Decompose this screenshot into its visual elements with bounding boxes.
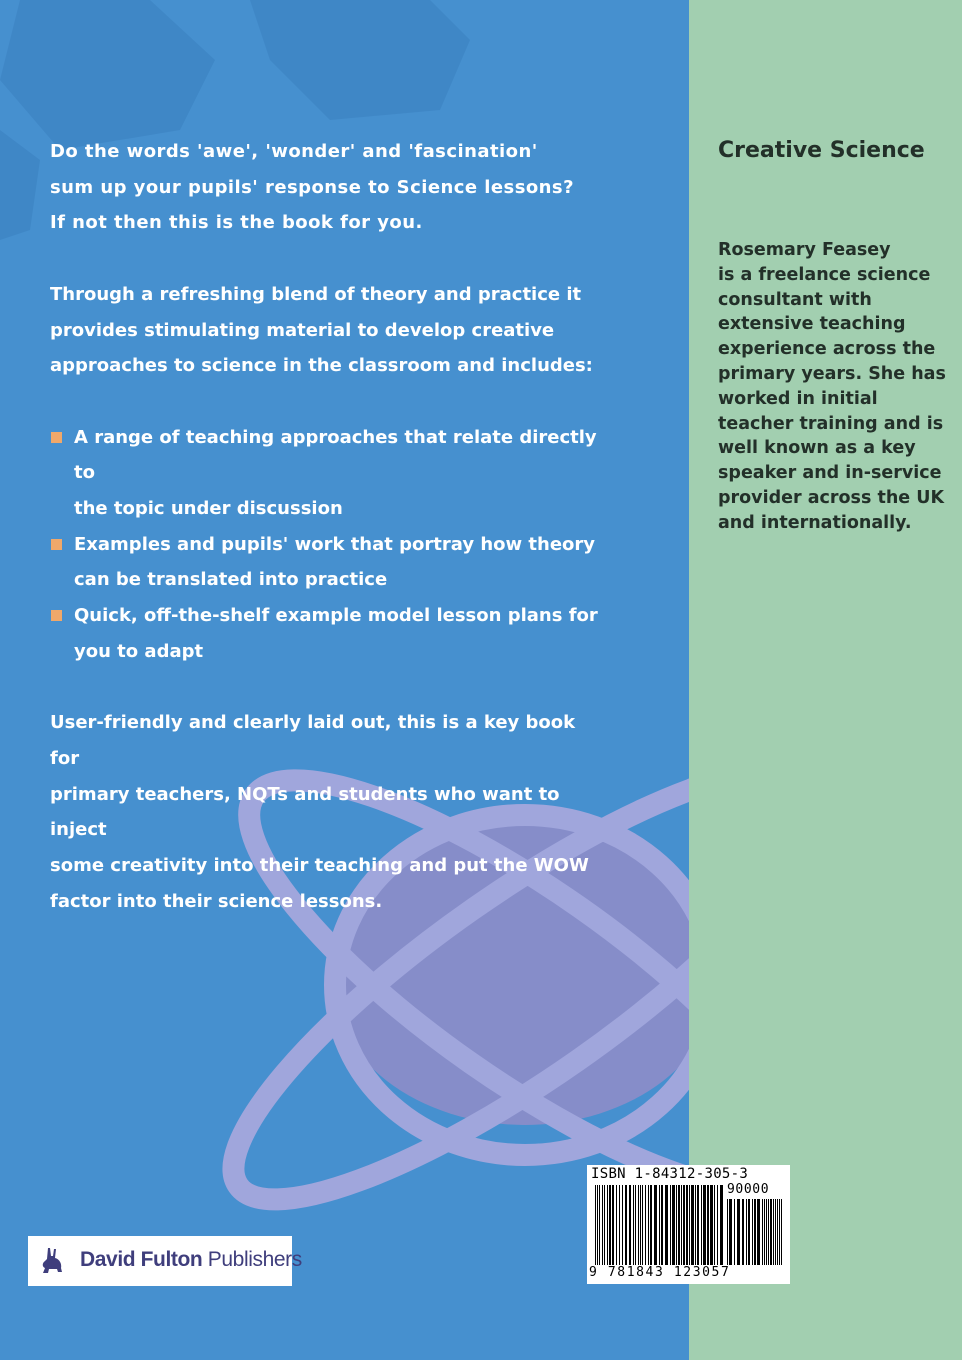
barcode-bar (707, 1185, 709, 1265)
barcode-bar (701, 1185, 702, 1265)
description-line: provides stimulating material to develop creative (50, 319, 555, 341)
barcode-bar (670, 1185, 671, 1265)
barcode-bar (734, 1199, 735, 1265)
barcode-bar (703, 1185, 706, 1265)
barcode-bar (748, 1199, 750, 1265)
author-bio (718, 238, 954, 536)
barcode-bar (717, 1185, 718, 1265)
barcode-bar (676, 1185, 677, 1265)
barcode-bar (659, 1185, 660, 1265)
barcode-bar (742, 1199, 744, 1265)
barcode-bar (757, 1199, 760, 1265)
closing-line: factor into their science lessons. (50, 890, 383, 912)
barcode-bar (689, 1185, 690, 1265)
feature-list (50, 420, 610, 670)
barcode-bar (665, 1185, 668, 1265)
barcode-bar (773, 1199, 774, 1265)
closing-line: some creativity into their teaching and put the WOW (50, 855, 589, 877)
barcode-bar (697, 1185, 699, 1265)
barcode-bar (597, 1185, 598, 1265)
barcode-bar (607, 1185, 608, 1265)
barcode-bar (714, 1185, 715, 1265)
barcode-bar (775, 1199, 776, 1265)
author-name: Rosemary Feasey (718, 240, 891, 260)
barcode-bar (604, 1185, 605, 1265)
book-title: Creative Science (718, 138, 925, 163)
barcode-bar (727, 1199, 728, 1265)
closing-line: primary teachers, NQTs and students who want to inject (50, 783, 560, 841)
green-panel (689, 0, 962, 1360)
barcode-bar (691, 1185, 694, 1265)
barcode-bar (612, 1185, 614, 1265)
barcode-bar (609, 1185, 611, 1265)
barcode-bar (770, 1199, 772, 1265)
barcode-bar (678, 1185, 680, 1265)
barcode (587, 1165, 790, 1284)
barcode-bar (762, 1199, 763, 1265)
barcode-bar (595, 1185, 596, 1265)
barcode-bar (686, 1185, 688, 1265)
barcode-bar (768, 1199, 769, 1265)
barcode-addon-bars (727, 1199, 783, 1265)
feature-item (50, 598, 610, 669)
feature-text: A range of teaching approaches that relate directly to (74, 426, 597, 484)
barcode-bar (781, 1199, 782, 1265)
feature-item (50, 420, 610, 527)
barcode-bar (754, 1199, 756, 1265)
barcode-bar (661, 1185, 663, 1265)
isbn-text: ISBN 1-84312-305-3 (591, 1166, 749, 1182)
barcode-bar (720, 1185, 723, 1265)
barcode-bar (779, 1199, 780, 1265)
square-bullet-icon (51, 610, 62, 621)
closing-line: User-friendly and clearly laid out, this is a key book for (50, 712, 576, 769)
publisher-logo (28, 1236, 302, 1286)
price-code: 90000 (727, 1182, 770, 1197)
barcode-bar (616, 1185, 617, 1265)
barcode-bar (648, 1185, 649, 1265)
barcode-bar (642, 1185, 643, 1265)
barcode-bar (633, 1185, 634, 1265)
barcode-bar (746, 1199, 747, 1265)
barcode-bar (729, 1199, 732, 1265)
feature-text: can be translated into practice (74, 569, 388, 591)
square-bullet-icon (51, 539, 62, 550)
barcode-bar (622, 1185, 623, 1265)
barcode-bar (645, 1185, 646, 1265)
description-line: approaches to science in the classroom and includes: (50, 355, 593, 377)
barcode-bar (635, 1185, 636, 1265)
barcode-bar (672, 1185, 675, 1265)
barcode-bar (602, 1185, 603, 1265)
barcode-bar (599, 1185, 600, 1265)
feature-text: you to adapt (74, 640, 204, 662)
square-bullet-icon (51, 432, 62, 443)
intro-line: sum up your pupils' response to Science lessons? (50, 176, 574, 198)
barcode-bar (654, 1185, 657, 1265)
ean-text: 9 781843 123057 (589, 1265, 731, 1280)
description-line: Through a refreshing blend of theory and practice it (50, 283, 582, 305)
barcode-bar (629, 1185, 631, 1265)
barcode-bar (766, 1199, 767, 1265)
publisher-name-regular: Publishers (207, 1248, 302, 1271)
barcode-bar (683, 1185, 685, 1265)
barcode-bar (681, 1185, 682, 1265)
feature-text: the topic under discussion (74, 498, 343, 519)
barcode-bar (737, 1199, 740, 1265)
barcode-bar (650, 1185, 652, 1265)
feature-item (50, 527, 610, 598)
barcode-bars (595, 1185, 723, 1265)
feature-text: Quick, off-the-shelf example model lesson plans for (74, 605, 598, 627)
intro-line: Do the words 'awe', 'wonder' and 'fascination' (50, 141, 538, 162)
barcode-bar (777, 1199, 778, 1265)
barcode-bar (638, 1185, 639, 1265)
barcode-bar (625, 1185, 627, 1265)
barcode-bar (619, 1185, 620, 1265)
barcode-bar (695, 1185, 696, 1265)
intro-line: If not then this is the book for you. (50, 212, 423, 234)
barcode-bar (752, 1199, 753, 1265)
feature-text: Examples and pupils' work that portray how theory (74, 533, 596, 555)
publisher-name-bold: David Fulton (80, 1248, 203, 1271)
hare-logo-icon (40, 1246, 64, 1276)
barcode-bar (710, 1185, 713, 1265)
publisher-name (80, 1248, 302, 1272)
author-bio-text: is a freelance science consultant with extensive teaching experience across the primary years. She has worked in initial teacher training and is well known as a key speaker and in-service provider across the UK and internationally. (718, 264, 946, 533)
barcode-bar (764, 1199, 765, 1265)
barcode-bar (640, 1185, 641, 1265)
blurb (50, 134, 610, 919)
